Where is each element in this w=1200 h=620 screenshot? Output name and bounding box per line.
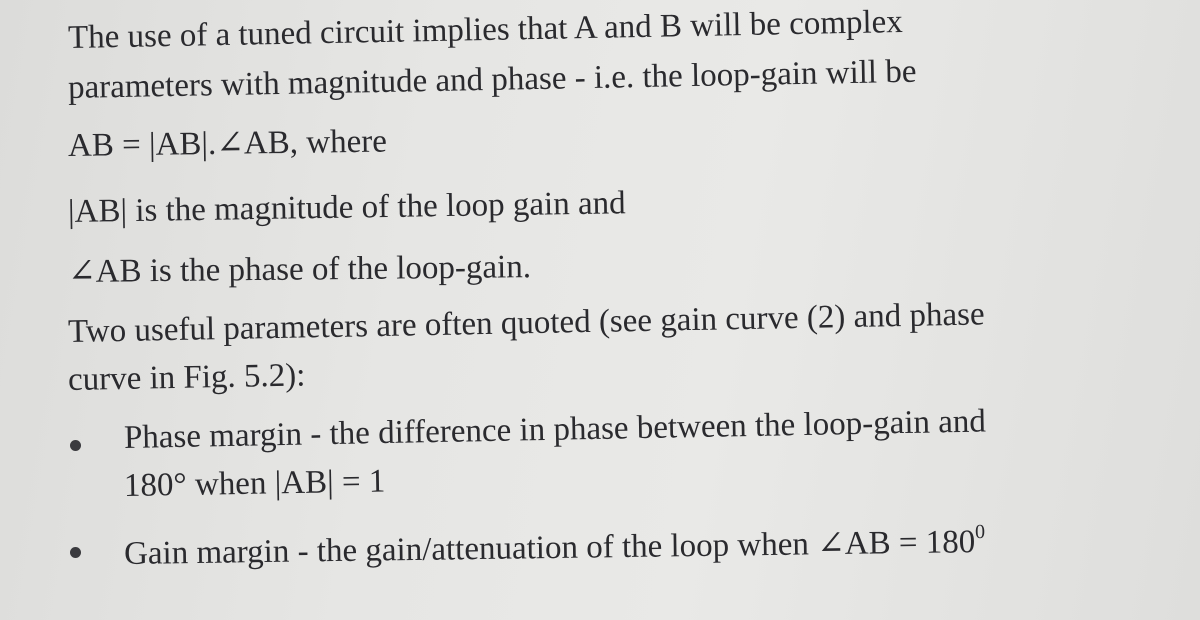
phase-line: ∠AB is the phase of the loop-gain. <box>67 249 532 290</box>
intro-line-2: parameters with magnitude and phase - i.e. the loop-gain will be <box>67 53 917 106</box>
magnitude-line: |AB| is the magnitude of the loop gain and <box>67 185 626 230</box>
degree-superscript: 0 <box>974 520 986 544</box>
paragraph-2-line-1: Two useful parameters are often quoted (see gain curve (2) and phase <box>67 296 985 350</box>
bullet-point-2 <box>70 547 81 558</box>
bullet-2-line-1 <box>124 512 986 574</box>
paragraph-2-line-2: curve in Fig. 5.2): <box>67 357 306 398</box>
equation-line: AB = |AB|.∠AB, where <box>67 123 388 164</box>
intro-line-1: The use of a tuned circuit implies that A and B will be complex <box>67 3 904 56</box>
bullet-1-line-2: 180° when |AB| = 1 <box>123 463 386 504</box>
bullet-2-text: Gain margin - the gain/attenuation of the loop when ∠AB = 180 <box>123 524 976 572</box>
bullet-point-1 <box>70 440 81 451</box>
bullet-1-line-1: Phase margin - the difference in phase between the loop-gain and <box>123 403 987 456</box>
